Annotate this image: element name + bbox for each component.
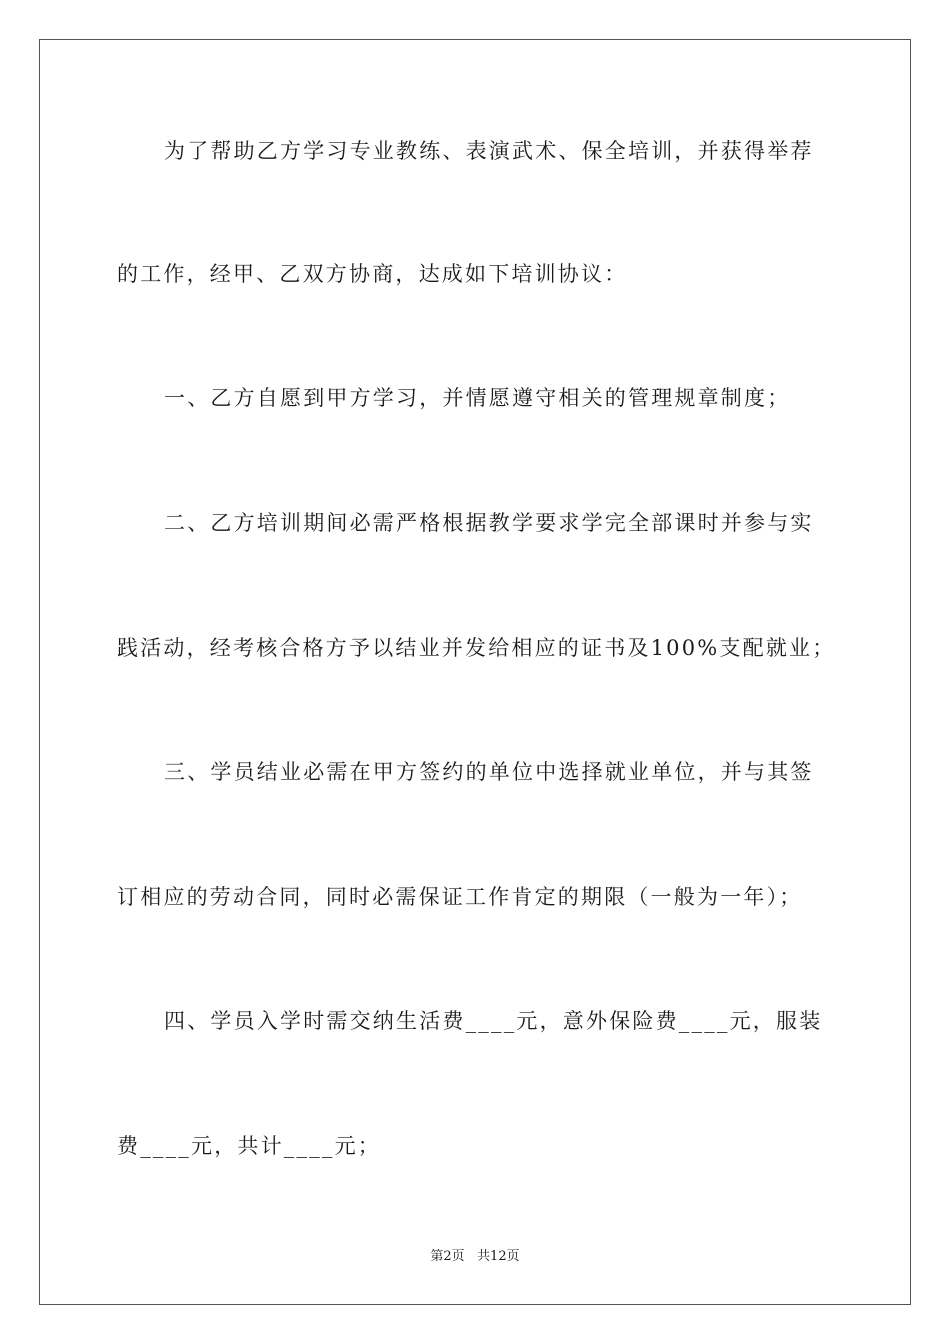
clause-2-line-2: 践活动，经考核合格方予以结业并发给相应的证书及100%支配就业； — [117, 636, 836, 660]
paragraph-intro-line-1: 为了帮助乙方学习专业教练、表演武术、保全培训，并获得举荐 — [164, 139, 814, 163]
page-number-footer: 第2页 共12页 — [430, 1249, 520, 1264]
clause-3-line-2: 订相应的劳动合同，同时必需保证工作肯定的期限（一般为一年）； — [117, 885, 803, 909]
clause-4-line-1: 四、学员入学时需交纳生活费____元，意外保险费____元，服装 — [164, 1009, 823, 1033]
paragraph-intro-line-2: 的工作，经甲、乙双方协商，达成如下培训协议： — [117, 262, 628, 286]
clause-2-line-1: 二、乙方培训期间必需严格根据教学要求学完全部课时并参与实 — [164, 511, 814, 535]
clause-1-line-1: 一、乙方自愿到甲方学习，并情愿遵守相关的管理规章制度； — [164, 386, 791, 410]
clause-3-line-1: 三、学员结业必需在甲方签约的单位中选择就业单位，并与其签 — [164, 760, 814, 784]
clause-4-line-2: 费____元，共计____元； — [117, 1134, 381, 1158]
page-border — [39, 39, 911, 1305]
